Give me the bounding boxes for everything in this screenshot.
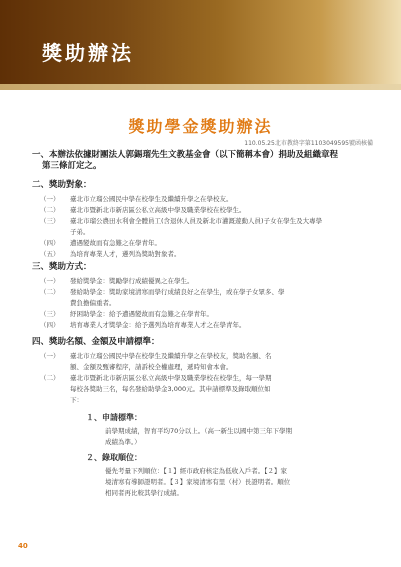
section-3-head: 三、獎助方式： [32,262,92,272]
list-item-number: （一） [40,352,60,360]
section-2 [32,180,378,260]
list-item-text: 為培育專業人才，遴列為獎助對象者。 [70,250,181,258]
list-item-number: （二） [40,206,60,214]
list-item-text: 額、金額及甄審程序，請訴校全權處理，遞時知會本會。 [70,363,233,371]
list-item [32,216,378,238]
list-item-text: 臺北市瑠公農田水利會全體員工(含退休人員及新北市灌溉遊動人員)子女在學生及大專學 [70,217,323,225]
section-1-head-line2: 第三條訂定之。 [42,161,102,171]
sub-head-criteria: １、申請標準： [86,413,142,422]
list-item-text: 發給獎學金：獎勵學行成績優異之在學生。 [70,277,194,285]
sub-text-line: 境清寒有導師證明者。【３】家境清寒有里（村）長證明者。順位 [105,478,291,486]
list-item [32,309,378,320]
list-item-text: 臺北市暨新北市新店區公私立高級中學及職業學校在校學生，每一學期 [70,374,272,382]
list-item-text: 培育專業人才獎學金：給予選列為培育專業人才之在學青年。 [70,321,246,329]
section-4 [32,337,378,406]
list-item-text: 發給助學金：獎助家境清寒而學行成績良好之在學生，或在學子女眾多、學 [70,288,285,296]
list-item-text: 費負擔偏重者。 [70,299,116,307]
section-1 [32,150,378,172]
list-item-text: 遭遇變故而有急難之在學青年。 [70,239,161,247]
list-item-text: 臺北市立瑠公國民中學在校學生及繼續升學之在學校友，獎助名額、名 [70,352,272,360]
sub-text-priority [105,466,290,499]
list-item [32,276,378,287]
list-item-number: （二） [40,288,60,296]
list-item [32,238,378,249]
section-2-head: 二、獎助對象： [32,180,92,190]
section-4-head: 四、獎助名額、金額及申請標準： [32,337,160,347]
list-item-text: 臺北市立瑠公國民中學在校學生及繼續升學之在學校友。 [70,195,233,203]
list-item-number: （一） [40,277,60,285]
list-item [32,351,378,373]
header-banner [0,0,401,84]
list-item-text: 紓困助學金：給予遭遇變故而有急難之在學青年。 [70,310,213,318]
sub-text-line: 優先考量下列順位：【１】經市政府核定為低收入戶者。【２】家 [105,467,287,475]
list-item-number: （二） [40,374,60,382]
section-3 [32,262,378,331]
sub-text-criteria [105,426,292,448]
sub-text-line: 前學期成績，智育平均70分以上。（高一新生以國中第三年下學期 [105,427,293,435]
list-item [32,194,378,205]
list-item [32,249,378,260]
list-item-number: （四） [40,321,60,329]
list-item [32,320,378,331]
document-reference: 110.05.25北市教終字第1103049595號函核備 [244,140,373,147]
list-item-number: （三） [40,310,60,318]
sub-text-line: 相同者再比較其學行成績。 [105,489,183,497]
list-item [32,373,378,406]
list-item-number: （四） [40,239,60,247]
list-item-number: （三） [40,217,60,225]
list-item-text: 每校各獎助三名，每名發給助學金3,000元。其申請標準及錄取順位如 [70,385,271,393]
page-number: 40 [18,542,28,550]
sub-head-priority: ２、錄取順位： [86,453,142,462]
banner-strip [0,84,401,90]
list-item-number: （五） [40,250,60,258]
sub-text-line: 成績為準。） [105,438,141,446]
section-1-head-line1: 一、本辦法依據財團法人郭錫瑠先生文教基金會（以下簡稱本會）捐助及組織章程 [32,150,339,160]
banner-title: 獎助辦法 [42,41,134,65]
list-item-text: 臺北市暨新北市新店區公私立高級中學及職業學校在校學生。 [70,206,246,214]
list-item-text: 子弟。 [70,228,90,236]
list-item [32,287,378,309]
list-item-text: 下： [70,396,83,404]
list-item [32,205,378,216]
list-item-number: （一） [40,195,60,203]
document-title: 獎助學金獎助辦法 [128,117,273,136]
